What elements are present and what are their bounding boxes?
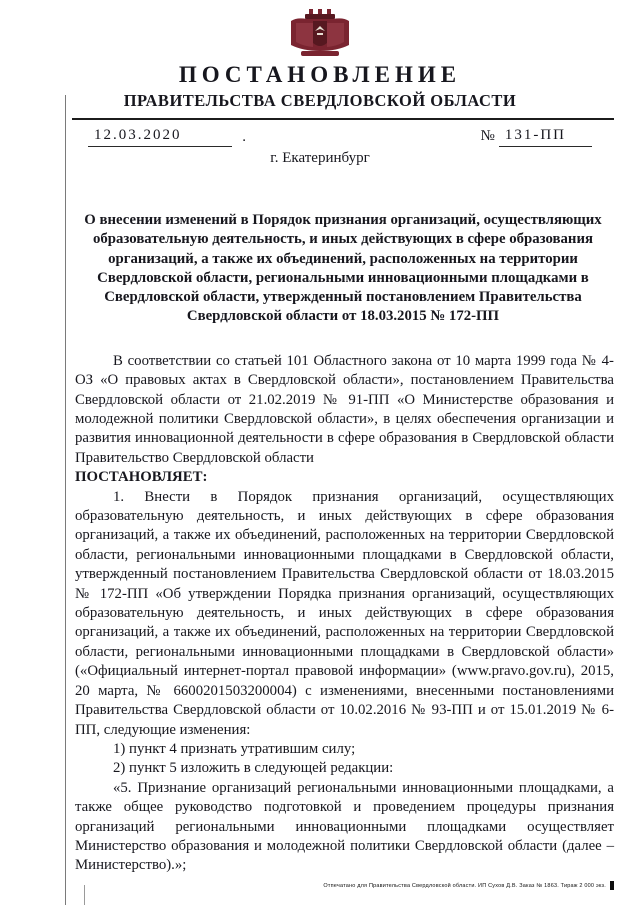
document-header (0, 0, 640, 167)
scan-artifact-mark (610, 881, 614, 890)
document-date: 12.03.2020 (94, 127, 182, 143)
paragraph-preamble: В соответствии со статьей 101 Областного закона от 10 марта 1999 года № 4-ОЗ «О правовых актах в Свердловской области», постановлением Правительства Свердловской области от 21.02.2019 № 91-ПП «О Министерстве образования и молодежной политики Свердловской области», в целях обеспечения организации и развития инновационной деятельности в сфере образования в Свердловской области Правительство Свердловской области (75, 352, 614, 466)
page-edge-line-bottom (84, 885, 85, 905)
page-edge-line (65, 95, 66, 905)
paragraph-subitem-1: 1) пункт 4 признать утратившим силу; (113, 740, 356, 757)
paragraph-item-1: 1. Внести в Порядок признания организаций, осуществляющих образовательную деятельность, и иных действующих в сфере образования организаций, а также их объединений, расположенных на территории Свердловской области, региональными инновационными площадками в Свердловской области, утвержденный постановлением Правительства Свердловской области от 18.03.2015 № 172-ПП «Об утверждении Порядка признания организаций, осуществляющих образовательную деятельность, и иных действующих в сфере образования организаций, а также их объединений, расположенных на территории Свердловской области, региональными инновационными площадками в Свердловской области» («Официальный интернет-портал правовой информации» (www.pravo.gov.ru), 2015, 20 марта, № 6600201503200004) с изменениями, внесенными постановлениями Правительства Свердловской области от 10.02.2016 № 93-ПП и от 15.01.2019 № 6-ПП, следующие изменения: (75, 488, 614, 738)
paragraph-subitem-2: 2) пункт 5 изложить в следующей редакции: (113, 760, 394, 777)
paragraph-quote-5: «5. Признание организаций региональными инновационными площадками, а также общее руководство подготовкой и проведением процедуры признания организаций региональными инновационными площадками осуществляет Министерство образования и молодежной политики Свердловской области (далее – Министерство).»; (75, 779, 614, 874)
document-date-field (88, 127, 246, 147)
document-type-title: ПОСТАНОВЛЕНИЕ (178, 62, 462, 87)
document-subject-title: О внесении изменений в Порядок признания организаций, осуществляющих образовательную деятельность, и иных действующих в сфере образования организаций, а также их объединений, расположенных на территории Свердловской области, региональными инновационными площадками в Свердловской области, утвержденный постановлением Правительства Свердловской области от 18.03.2015 № 172-ПП (84, 212, 602, 325)
document-number: 131-ПП (499, 127, 592, 147)
print-shop-info: Отпечатано для Правительства Свердловской области. ИП Сухов Д.В. Заказ № 1863. Тираж 2 000 экз. (323, 883, 606, 889)
document-number-field (481, 127, 592, 147)
scan-artifact-dot: . (242, 129, 246, 145)
issuing-authority-title: ПРАВИТЕЛЬСТВА СВЕРДЛОВСКОЙ ОБЛАСТИ (123, 91, 517, 110)
number-sign: № (480, 128, 495, 144)
paragraph-resolves: ПОСТАНОВЛЯЕТ: (75, 469, 208, 486)
document-body (75, 352, 614, 876)
coat-of-arms-icon (287, 9, 353, 59)
header-divider-line (72, 118, 614, 120)
document-meta-row (88, 127, 592, 147)
document-city: г. Екатеринбург (270, 150, 370, 166)
